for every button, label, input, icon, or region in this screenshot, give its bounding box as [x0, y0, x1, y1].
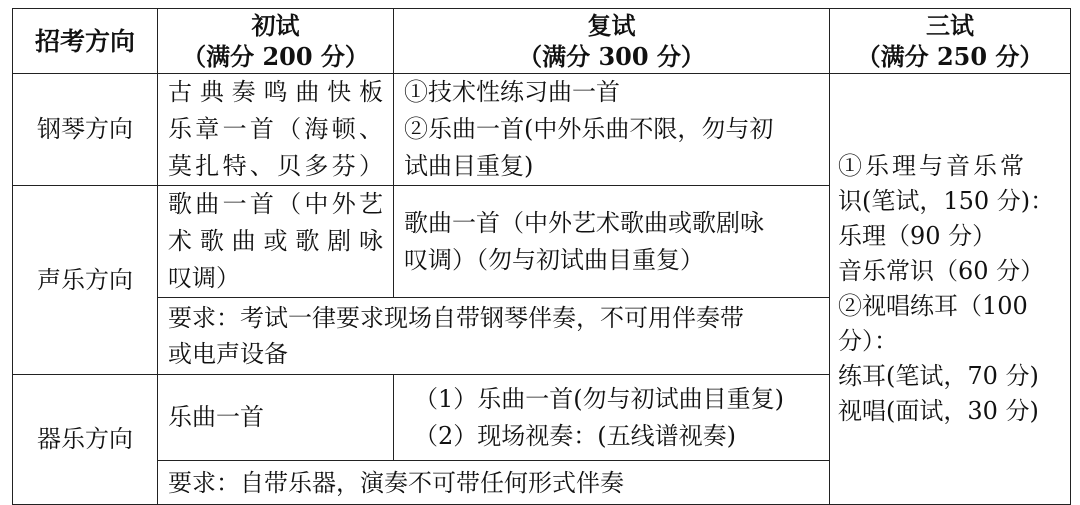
first-exam-title: 初试: [251, 11, 300, 40]
piano-second: [394, 74, 830, 186]
vocal-first: [158, 186, 394, 298]
vocal-second-line: 叹调）（勿与初试曲目重复）: [404, 245, 704, 274]
third-line: ①乐理与音乐常: [838, 152, 1027, 180]
third-exam-title: 三试: [926, 11, 974, 40]
instrument-first-line: 乐曲一首: [168, 403, 264, 431]
first-exam-score: （满分 200 分）: [182, 42, 369, 71]
third-exam-score: （满分 250 分）: [856, 42, 1044, 71]
piano-first: [158, 74, 394, 186]
third-line: 乐理（90 分）: [838, 222, 997, 250]
vocal-requirement-line: 或电声设备: [168, 340, 288, 368]
third-exam-content: [830, 74, 1071, 505]
third-line: 视唱(面试，30 分): [838, 397, 1039, 425]
vocal-first-line: 歌曲一首（中外艺: [168, 190, 383, 218]
piano-second-line: 试曲目重复): [404, 152, 534, 180]
instrument-second-line: （1）乐曲一首(勿与初试曲目重复): [414, 384, 784, 413]
third-line: ②视唱练耳（100: [838, 292, 1028, 320]
exam-table: [12, 8, 1071, 505]
third-line: 练耳(笔试，70 分): [838, 362, 1039, 390]
header-first-exam: [158, 9, 394, 74]
instrument-second: [394, 375, 830, 461]
header-direction: 招考方向: [13, 9, 158, 74]
third-line: 分）：: [838, 327, 898, 355]
piano-row: [13, 74, 1071, 186]
header-row: [13, 9, 1071, 74]
instrument-requirement: [158, 461, 830, 505]
second-exam-title: 复试: [587, 11, 636, 40]
vocal-first-line: 术歌曲或歌剧咏: [168, 227, 383, 255]
second-exam-score: （满分 300 分）: [518, 42, 705, 71]
vocal-requirement-line: 要求：考试一律要求现场自带钢琴伴奏，不可用伴奏带: [168, 304, 744, 332]
piano-first-line: 莫扎特、贝多芬）: [168, 152, 383, 180]
vocal-first-line: 叹调）: [168, 264, 240, 292]
vocal-second: [394, 186, 830, 298]
header-third-exam: [830, 9, 1071, 74]
piano-first-line: 乐章一首（海顿、: [168, 115, 383, 143]
piano-second-line: ①技术性练习曲一首: [404, 78, 620, 106]
piano-first-line: 古典奏鸣曲快板: [168, 78, 383, 106]
piano-second-line: ②乐曲一首(中外乐曲不限，勿与初: [404, 115, 774, 143]
instrument-label: 器乐方向: [13, 375, 158, 505]
vocal-label: 声乐方向: [13, 186, 158, 375]
header-second-exam: [394, 9, 830, 74]
piano-label: 钢琴方向: [13, 74, 158, 186]
third-line: 识(笔试，150 分)：: [838, 187, 1055, 215]
third-line: 音乐常识（60 分）: [838, 257, 1045, 285]
instrument-requirement-line: 要求：自带乐器，演奏不可带任何形式伴奏: [168, 468, 624, 497]
instrument-first: [158, 375, 394, 461]
vocal-requirement: [158, 298, 830, 375]
vocal-second-line: 歌曲一首（中外艺术歌曲或歌剧咏: [404, 208, 764, 237]
instrument-second-line: （2）现场视奏：(五线谱视奏): [414, 421, 736, 450]
